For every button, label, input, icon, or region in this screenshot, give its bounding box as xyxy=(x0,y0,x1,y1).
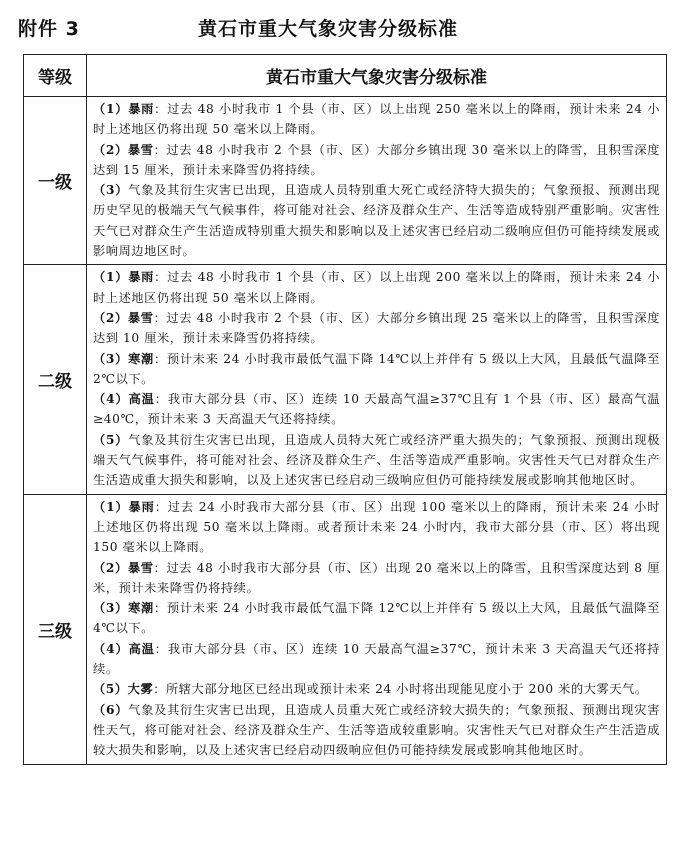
criterion-number: （2） xyxy=(93,310,128,325)
criterion-text: 气象及其衍生灾害已出现，且造成人员特大死亡或经济严重大损失的；气象预报、预测出现极端天气气候事件，将可能对社会、经济及群众生产、生活等造成严重影响。灾害性天气已对群众生产生活造成重大损失和影响，以及上述灾害已经启动三级响应但仍可能持续发展或影响其他地区时。 xyxy=(93,432,660,488)
criterion-text: ：预计未来 24 小时我市最低气温下降 12℃以上并伴有 5 级以上大风，且最低气温降至 4℃以下。 xyxy=(93,601,660,636)
criterion-text: 气象及其衍生灾害已出现，且造成人员特别重大死亡或经济特大损失的；气象预报、预测出现历史罕见的极端天气气候事件，将可能对社会、经济及群众生产、生活等造成特别严重影响。灾害性天气已对群众生产生活造成特别重大损失和影响以及上述灾害已经启动二级响应但仍可能持续发展或影响周边地区时。 xyxy=(93,183,660,259)
standard-cell xyxy=(87,97,667,265)
criterion-text: ：我市大部分县（市、区）连续 10 天最高气温≥37℃且有 1 个县（市、区）最高气温≥40℃，预计未来 3 天高温天气还将持续。 xyxy=(93,392,660,427)
criterion-item xyxy=(93,497,660,558)
criterion-text: 气象及其衍生灾害已出现，且造成人员重大死亡或经济较大损失的；气象预报、预测出现灾害性天气，将可能对社会、经济及群众生产、生活等造成较重影响。灾害性天气已对群众生产生活造成较大损失和影响，以及上述灾害已经启动四级响应但仍可能持续发展或影响其他地区时。 xyxy=(93,702,660,758)
column-header-grade: 等级 xyxy=(24,55,87,97)
criterion-text: ：我市大部分县（市、区）连续 10 天最高气温≥37℃，预计未来 3 天高温天气还将持续。 xyxy=(93,641,660,677)
criterion-item xyxy=(93,308,660,349)
standard-cell xyxy=(87,265,667,494)
column-header-standard: 黄石市重大气象灾害分级标准 xyxy=(87,55,667,97)
criterion-keyword: 暴雨 xyxy=(128,270,155,285)
criterion-item xyxy=(93,639,660,680)
criterion-text: ：过去 48 小时我市大部分县（市、区）出现 20 毫米以上的降雪，且积雪深度达到 8 厘米，预计未来降雪仍将持续。 xyxy=(93,560,661,595)
document-title: 黄石市重大气象灾害分级标准 xyxy=(198,18,459,40)
criterion-number: （5） xyxy=(93,432,129,447)
criterion-text: ：过去 48 小时我市 1 个县（市、区）以上出现 250 毫米以上的降雨，预计未来 24 小时上述地区仍将出现 50 毫米以上降雨。 xyxy=(93,102,660,137)
grade-cell: 二级 xyxy=(24,265,87,494)
criterion-number: （3） xyxy=(93,351,129,366)
criterion-item xyxy=(93,180,660,261)
criterion-keyword: 暴雨 xyxy=(128,499,155,514)
criterion-number: （1） xyxy=(93,499,129,514)
table-row xyxy=(24,494,667,764)
criterion-text: ：过去 48 小时我市 2 个县（市、区）大部分乡镇出现 30 毫米以上的降雪，且积雪深度达到 15 厘米，预计未来降雪仍将持续。 xyxy=(93,142,661,177)
criterion-text: ：过去 24 小时我市大部分县（市、区）出现 100 毫米以上的降雨，预计未来 24 小时上述地区仍将出现 50 毫米以上降雨。或者预计未来 24 小时内，我市大部分县（市、区）将出现 150 毫米以上降雨。 xyxy=(93,499,661,555)
criterion-keyword: 大雾 xyxy=(127,682,154,697)
criterion-keyword: 暴雪 xyxy=(127,310,154,325)
criterion-number: （2） xyxy=(93,560,128,575)
criterion-item xyxy=(93,558,660,599)
criterion-keyword: 寒潮 xyxy=(128,351,154,366)
criterion-keyword: 暴雪 xyxy=(127,560,154,575)
criterion-text: ：过去 48 小时我市 2 个县（市、区）大部分乡镇出现 25 毫米以上的降雪，且积雪深度达到 10 厘米，预计未来降雪仍将持续。 xyxy=(93,310,661,346)
criterion-number: （5） xyxy=(93,682,128,697)
criterion-number: （3） xyxy=(93,183,129,198)
criterion-number: （4） xyxy=(93,641,129,656)
attachment-label: 附件 3 xyxy=(18,18,80,40)
grade-cell: 三级 xyxy=(24,494,87,764)
disaster-grade-table xyxy=(23,54,667,765)
table-header-row xyxy=(24,55,667,97)
criterion-keyword: 寒潮 xyxy=(128,601,154,616)
criterion-number: （2） xyxy=(93,142,128,157)
criterion-item xyxy=(93,700,660,761)
criterion-text: ：过去 48 小时我市 1 个县（市、区）以上出现 200 毫米以上的降雨，预计未来 24 小时上述地区仍将出现 50 毫米以上降雨。 xyxy=(93,270,660,305)
criterion-keyword: 暴雨 xyxy=(128,102,155,116)
grade-cell: 一级 xyxy=(24,97,87,265)
criterion-number: （6） xyxy=(93,702,129,717)
criterion-item xyxy=(93,267,660,308)
criterion-item xyxy=(93,598,660,639)
criterion-number: （4） xyxy=(93,392,129,407)
criterion-keyword: 高温 xyxy=(128,641,155,656)
criterion-item xyxy=(93,430,660,491)
criterion-item xyxy=(93,679,660,699)
criterion-item xyxy=(93,349,660,390)
criterion-number: （1） xyxy=(93,102,129,116)
criterion-keyword: 暴雪 xyxy=(127,142,154,157)
criterion-number: （3） xyxy=(93,601,129,616)
criterion-item xyxy=(93,140,660,181)
criterion-text: ：预计未来 24 小时我市最低气温下降 14℃以上并伴有 5 级以上大风，且最低气温降至 2℃以下。 xyxy=(93,351,660,386)
table-row xyxy=(24,265,667,494)
table-row xyxy=(24,97,667,265)
criterion-keyword: 高温 xyxy=(128,392,155,407)
standard-cell xyxy=(87,494,667,764)
criterion-item xyxy=(93,389,660,430)
document-header xyxy=(0,0,686,50)
criterion-text: ：所辖大部分地区已经出现或预计未来 24 小时将出现能见度小于 200 米的大雾天气。 xyxy=(153,682,648,697)
criterion-item xyxy=(93,99,660,140)
criterion-number: （1） xyxy=(93,270,129,285)
